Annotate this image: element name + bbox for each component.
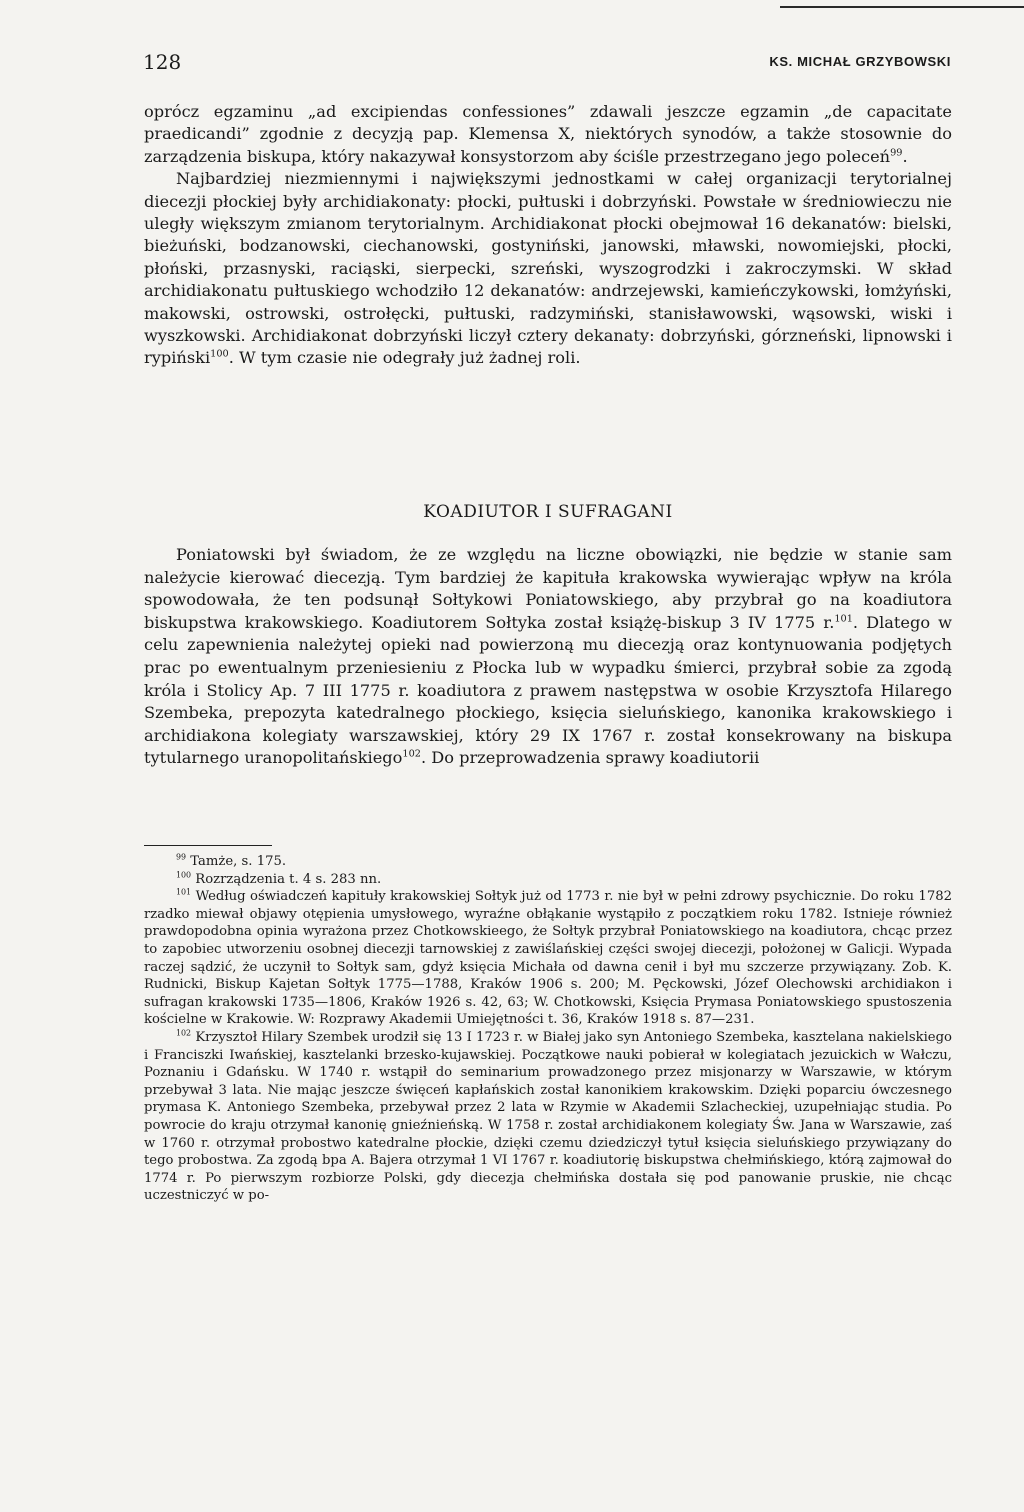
paragraph-2-end: . W tym czasie nie odegrały już żadnej roli. — [228, 348, 581, 368]
footnote-separator — [144, 845, 272, 846]
main-text-block — [144, 101, 952, 370]
footnote-100-text: Rozrządzenia t. 4 s. 283 nn. — [195, 871, 382, 887]
footnote-number-101: 101 — [176, 887, 192, 897]
section-paragraph-1-a: Poniatowski był świadom, że ze względu na liczne obowiązki, nie będzie w stanie sam należycie kierować diecezją. Tym bardziej że kapituła krakowska wywierając wpływ na króla spowodowała, że ten podsunął Sołtykowi Poniatowskiego, aby przybrał go na koadiutora biskupstwa krakowskiego. Koadiutorem Sołtyka został książę-biskup 3 IV 1775 r. — [144, 545, 952, 632]
section-paragraph-1-b: . Dlatego w celu zapewnienia należytej opieki nad powierzoną mu diecezją oraz kontynuowania podjętych prac po ewentualnym przeniesieniu z Płocka lub w wypadku śmierci, przybrał sobie za zgodą króla i Stolicy Ap. 7 III 1775 r. koadiutora z prawem następstwa w osobie Krzysztofa Hilarego Szembeka, prepozyta katedralnego płockiego, księcia sieluńskiego, kanonika krakowskiego i archidiakona kolegiaty warszawskiej, który 29 IX 1767 r. został konsekrowany na biskupa tytularnego uranopolitańskiego — [144, 612, 952, 768]
paragraph-2 — [144, 168, 952, 370]
section-text-block — [144, 544, 952, 770]
footnote-99-text: Tamże, s. 175. — [190, 854, 287, 869]
footnote-ref-102: 102 — [402, 748, 421, 760]
footnote-ref-99: 99 — [890, 147, 903, 159]
footnote-number-102: 102 — [176, 1028, 192, 1038]
top-edge-rule — [780, 6, 1024, 8]
section-paragraph-1 — [144, 544, 952, 770]
footnote-101-text: Według oświadczeń kapituły krakowskiej Sołtyk już od 1773 r. nie był w pełni zdrowy psychicznie. Do roku 1782 rzadko miewał objawy otępienia umysłowego, wyraźne obłąkanie wystąpiło z początkiem roku 1782. Istnieje również prawdopodobna opinia wyrażona przez Chotkowskieego, że Sołtyk przybrał Poniatowskiego na koadiutora, chcąc przez to zapobiec utworzeniu osobnej diecezji tarnowskiej z zawiślańskiej części swojej diecezji, położonej w Galicji. Wypada raczej sądzić, że uczynił to Sołtyk sam, gdyż księcia Michała od dawna cenił i był mu szczerze przywiązany. Zob. K. Rudnicki, Biskup Kajetan Sołtyk 1775—1788, Kraków 1906 s. 200; M. Pęckowski, Józef Olechowski archidiakon i sufragan krakowski 1735—1806, Kraków 1926 s. 42, 63; W. Chotkowski, Księcia Prymasa Poniatowskiego spustoszenia kościelne w Krakowie. W: Rozprawy Akademii Umiejętności t. 36, Kraków 1918 s. 87—231. — [144, 889, 952, 1028]
footnote-ref-100: 100 — [210, 349, 229, 361]
section-heading: KOADIUTOR I SUFRAGANI — [423, 502, 673, 522]
footnote-102 — [144, 1029, 952, 1205]
footnote-99 — [144, 853, 952, 871]
footnote-number-99: 99 — [176, 852, 187, 862]
running-head-author: KS. MICHAŁ GRZYBOWSKI — [769, 54, 951, 69]
footnotes-block — [144, 853, 952, 1205]
paragraph-1-text: oprócz egzaminu „ad excipiendas confessiones” zdawali jeszcze egzamin „de capacitate praedicandi” zgodnie z decyzją pap. Klemensa X, niektórych synodów, a także stosownie do zarządzenia biskupa, który nakazywał konsystorzom aby ściśle przestrzegano jego poleceń — [144, 102, 952, 166]
footnote-101 — [144, 888, 952, 1029]
section-paragraph-1-c: . Do przeprowadzenia sprawy koadiutorii — [420, 748, 760, 768]
page-header — [143, 50, 951, 74]
paragraph-2-text: Najbardziej niezmiennymi i największymi jednostkami w całej organizacji terytorialnej diecezji płockiej były archidiakonaty: płocki, pułtuski i dobrzyński. Powstałe w średniowieczu nie uległy większym zmianom terytorialnym. Archidiakonat płocki obejmował 16 dekanatów: bielski, bieżuński, bodzanowski, ciechanowski, gostyniński, janowski, mławski, nowomiejski, płocki, płoński, przasnyski, raciąski, sierpecki, szreński, wyszogrodzki i zakroczymski. W skład archidiakonatu pułtuskiego wchodziło 12 dekanatów: andrzejewski, kamieńczykowski, łomżyński, makowski, ostrowski, ostrołęcki, pułtuski, radzymiński, stanisławowski, wąsowski, wiski i wyszkowski. Archidiakonat dobrzyński liczył cztery dekanaty: dobrzyński, górzneński, lipnowski i rypiński — [144, 169, 952, 368]
footnote-ref-101: 101 — [834, 613, 853, 625]
footnote-100 — [144, 871, 952, 889]
footnote-102-text: Krzysztoł Hilary Szembek urodził się 13 I 1723 r. w Białej jako syn Antoniego Szembeka, kasztelana nakielskiego i Franciszki Iwańskiej, kasztelanki brzesko-kujawskiej. Początkowe nauki pobierał w kolegiatach jezuickich w Wałczu, Poznaniu i Gdańsku. W 1740 r. wstąpił do seminarium prowadzonego przez misjonarzy w Warszawie, w którym przebywał 3 lata. Nie mając jeszcze święceń kapłańskich został kanonikiem krakowskim. Dzięki poparciu ówczesnego prymasa K. Antoniego Szembeka, przebywał przez 2 lata w Rzymie w Akademii Szlacheckiej, uzupełniając studia. Po powrocie do kraju otrzymał kanonię gnieźnieńską. W 1758 r. został archidiakonem kolegiaty Św. Jana w Warszawie, zaś w 1760 r. otrzymał probostwo katedralne płockie, dzięki czemu dziedziczył tytuł księcia sieluńskiego przywiązany do tego probostwa. Za zgodą bpa A. Bajera otrzymał 1 VI 1767 r. koadiutorię biskupstwa chełmińskiego, którą zajmował do 1774 r. Po pierwszym rozbiorze Polski, gdy diecezja chełmińska dostała się pod panowanie pruskie, nie chcąc uczestniczyć w po- — [144, 1029, 952, 1204]
paragraph-1 — [144, 101, 952, 168]
paragraph-1-end: . — [902, 146, 908, 166]
footnote-number-100: 100 — [176, 870, 192, 880]
page-number: 128 — [143, 50, 182, 74]
